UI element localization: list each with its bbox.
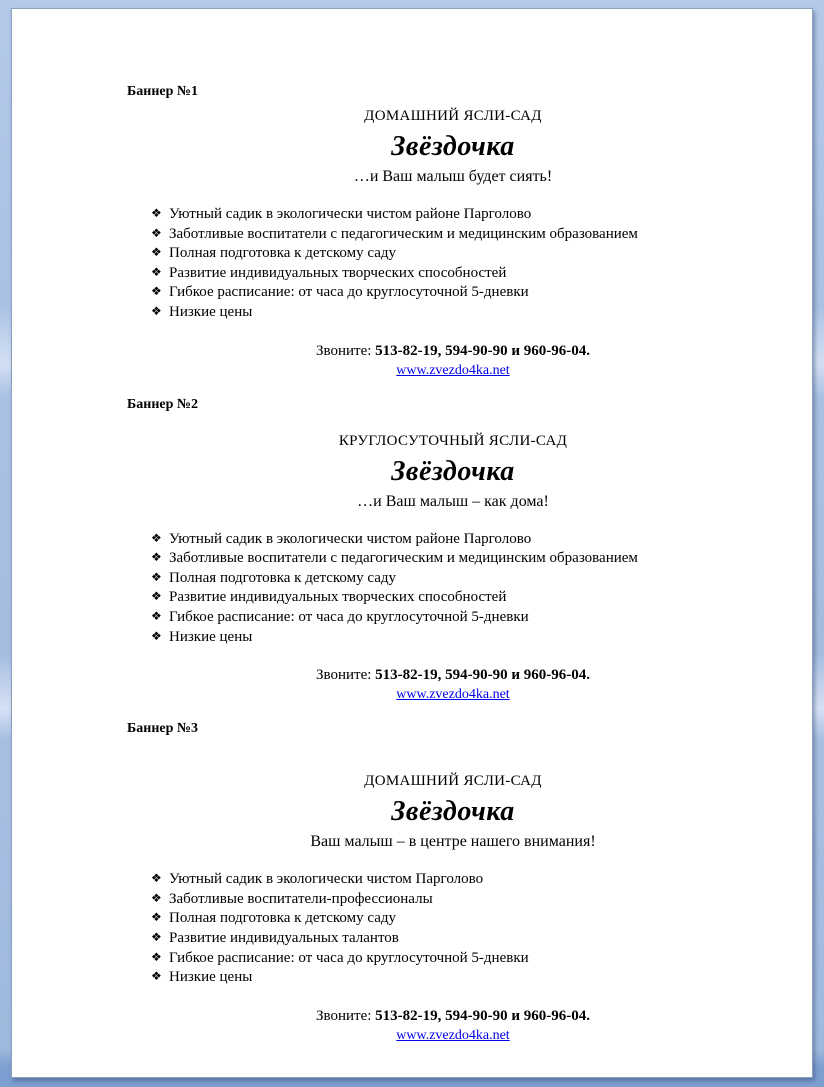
diamond-bullet-icon: ❖ [151,589,162,604]
diamond-bullet-icon: ❖ [151,969,162,984]
diamond-bullet-icon: ❖ [151,910,162,925]
phone-line [127,666,779,685]
banner-title: Звёздочка [391,131,515,162]
website-link[interactable]: www.zvezdo4ka.net [396,362,510,378]
bullet-text: Низкие цены [169,303,253,320]
bullet-item [151,967,779,987]
website-link[interactable]: www.zvezdo4ka.net [396,1027,510,1043]
banner-label: Баннер №2 [127,396,198,412]
bullet-text: Развитие индивидуальных творческих способностей [169,589,507,606]
banner-title: Звёздочка [391,796,515,828]
bullet-item [151,224,779,244]
banner-tagline: …и Ваш малыш – как дома! [357,492,549,510]
phone-line [127,1007,779,1026]
phone-label: Звоните: [315,667,376,684]
bullet-text: Гибкое расписание: от часа до круглосуточной 5-дневки [169,949,529,966]
diamond-bullet-icon: ❖ [151,929,162,944]
banner-bullet-list [127,529,779,647]
bullet-item [151,302,779,322]
bullet-text: Уютный садик в экологически чистом Парголово [169,871,484,888]
banner-bullet-list [127,204,779,322]
bullet-item [151,908,779,928]
phone-label: Звоните: [315,342,376,359]
banner-tagline: …и Ваш малыш будет сиять! [353,168,553,185]
banner-label: Баннер №3 [127,721,198,737]
bullet-item [151,607,779,627]
bullet-item [151,627,779,647]
diamond-bullet-icon: ❖ [151,530,162,545]
banner-section-1 [127,83,779,380]
bullet-item [151,568,779,588]
phone-numbers: 513-82-19, 594-90-90 и 960-96-04. [375,342,591,359]
document-page [11,8,813,1078]
bullet-text: Полная подготовка к детскому саду [169,245,397,262]
bullet-text: Полная подготовка к детскому саду [169,910,397,927]
bullet-text: Заботливые воспитатели-профессионалы [169,890,433,907]
diamond-bullet-icon: ❖ [151,245,162,260]
diamond-bullet-icon: ❖ [151,628,162,643]
bullet-text: Развитие индивидуальных творческих способностей [169,264,507,281]
diamond-bullet-icon: ❖ [151,949,162,964]
diamond-bullet-icon: ❖ [151,225,162,240]
diamond-bullet-icon: ❖ [151,284,162,299]
bullet-text: Уютный садик в экологически чистом районе Парголово [169,206,532,222]
bullet-item [151,948,779,968]
diamond-bullet-icon: ❖ [151,264,162,279]
bullet-text: Гибкое расписание: от часа до круглосуточной 5-дневки [169,608,529,625]
diamond-bullet-icon: ❖ [151,890,162,905]
bullet-text: Уютный садик в экологически чистом районе Парголово [169,530,532,547]
bullet-item [151,587,779,607]
banner-label: Баннер №1 [127,84,198,99]
bullet-item [151,529,779,549]
bullet-text: Низкие цены [169,969,253,986]
bullet-text: Полная подготовка к детскому саду [169,569,397,586]
diamond-bullet-icon: ❖ [151,608,162,623]
banner-section-3 [127,720,779,1045]
website-line [127,361,779,380]
bullet-text: Заботливые воспитатели с педагогическим и медицинским образованием [169,225,638,242]
banner-bullet-list [127,869,779,987]
bullet-item [151,282,779,302]
diamond-bullet-icon: ❖ [151,871,162,886]
website-line [127,1026,779,1045]
phone-numbers: 513-82-19, 594-90-90 и 960-96-04. [375,1007,591,1024]
banner-section-2 [127,396,779,705]
bullet-text: Развитие индивидуальных талантов [169,929,399,946]
banner-title: Звёздочка [391,455,515,487]
diamond-bullet-icon: ❖ [151,550,162,565]
bullet-text: Гибкое расписание: от часа до круглосуточной 5-дневки [169,284,529,301]
bullet-text: Заботливые воспитатели с педагогическим и медицинским образованием [169,550,638,567]
bullet-item [151,204,779,224]
phone-line [127,342,779,361]
bullet-text: Низкие цены [169,628,253,645]
banner-subtitle: КРУГЛОСУТОЧНЫЙ ЯСЛИ-САД [338,432,568,449]
diamond-bullet-icon: ❖ [151,303,162,318]
bullet-item [151,548,779,568]
diamond-bullet-icon: ❖ [151,206,162,220]
banner-tagline: Ваш малыш – в центре нашего внимания! [310,833,596,851]
bullet-item [151,928,779,948]
bullet-item [151,243,779,263]
bullet-item [151,263,779,283]
phone-label: Звоните: [315,1007,376,1024]
website-line [127,685,779,704]
bullet-item [151,889,779,909]
banner-subtitle: ДОМАШНИЙ ЯСЛИ-САД [364,108,542,124]
banner-subtitle: ДОМАШНИЙ ЯСЛИ-САД [364,773,542,790]
phone-numbers: 513-82-19, 594-90-90 и 960-96-04. [375,667,591,684]
bullet-item [151,869,779,889]
website-link[interactable]: www.zvezdo4ka.net [396,687,510,703]
diamond-bullet-icon: ❖ [151,569,162,584]
